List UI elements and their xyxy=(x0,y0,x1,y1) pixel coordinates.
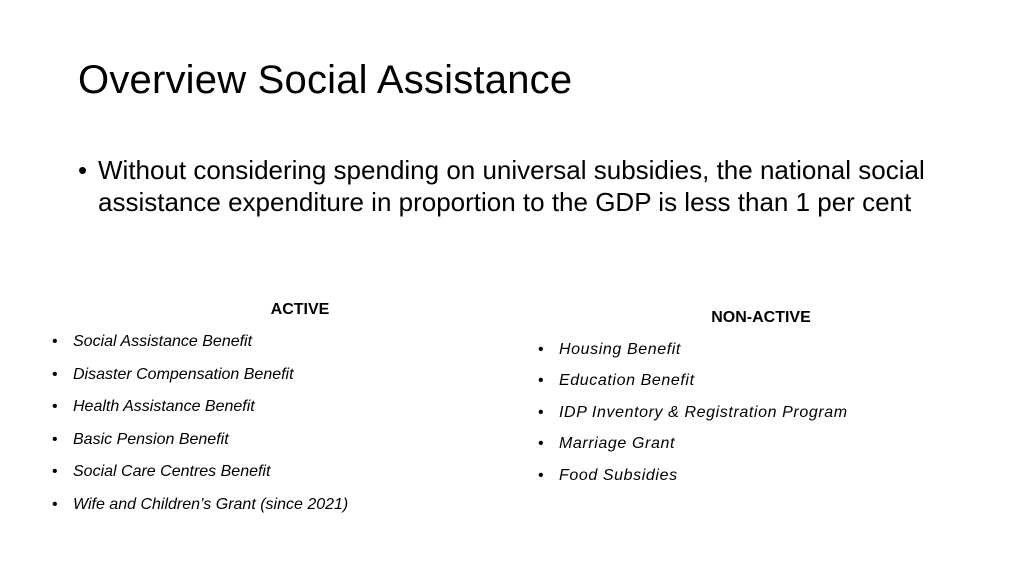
list-item-text: Housing Benefit xyxy=(559,341,681,358)
main-bullet-text: Without considering spending on universal subsidies, the national social assistance expenditure in proportion to the GDP is less than 1 per cent xyxy=(98,155,925,217)
non-active-column xyxy=(536,308,976,497)
list-item xyxy=(536,434,976,454)
list-item-text: IDP Inventory & Registration Program xyxy=(559,403,848,421)
active-heading: ACTIVE xyxy=(270,301,330,318)
bullet-glyph: • xyxy=(538,435,545,453)
list-item xyxy=(50,397,470,417)
active-column xyxy=(50,300,470,528)
list-item xyxy=(536,466,976,486)
list-item xyxy=(536,340,976,360)
list-item-text: Health Assistance Benefit xyxy=(73,398,255,416)
list-item-text: Social Assistance Benefit xyxy=(73,333,253,350)
list-item-text: Wife and Children’s Grant (since 2021) xyxy=(73,495,349,513)
bullet-glyph: • xyxy=(52,430,58,448)
list-item-text: Education Benefit xyxy=(559,372,695,390)
list-item xyxy=(50,332,470,352)
list-item-text: Social Care Centres Benefit xyxy=(73,463,271,481)
list-item-text: Disaster Compensation Benefit xyxy=(73,365,294,383)
bullet-glyph: • xyxy=(538,372,545,390)
bullet-glyph: • xyxy=(78,155,88,185)
list-item xyxy=(536,371,976,391)
slide-title: Overview Social Assistance xyxy=(78,58,573,102)
main-bullet xyxy=(78,154,938,218)
bullet-glyph: • xyxy=(52,495,58,513)
list-item-text: Marriage Grant xyxy=(559,435,675,453)
bullet-glyph: • xyxy=(538,403,545,421)
list-item-text: Food Subsidies xyxy=(559,466,678,484)
non-active-heading: NON-ACTIVE xyxy=(711,309,811,326)
bullet-glyph: • xyxy=(52,365,58,383)
list-item xyxy=(50,430,470,450)
list-item xyxy=(50,495,470,515)
active-list xyxy=(50,332,470,515)
list-item xyxy=(536,403,976,423)
list-item xyxy=(50,365,470,385)
bullet-glyph: • xyxy=(52,463,58,481)
list-item-text: Basic Pension Benefit xyxy=(73,430,229,448)
bullet-glyph: • xyxy=(52,333,58,350)
list-item xyxy=(50,462,470,482)
bullet-glyph: • xyxy=(538,466,545,484)
bullet-glyph: • xyxy=(538,341,545,358)
bullet-glyph: • xyxy=(52,398,58,416)
non-active-list xyxy=(536,340,976,486)
